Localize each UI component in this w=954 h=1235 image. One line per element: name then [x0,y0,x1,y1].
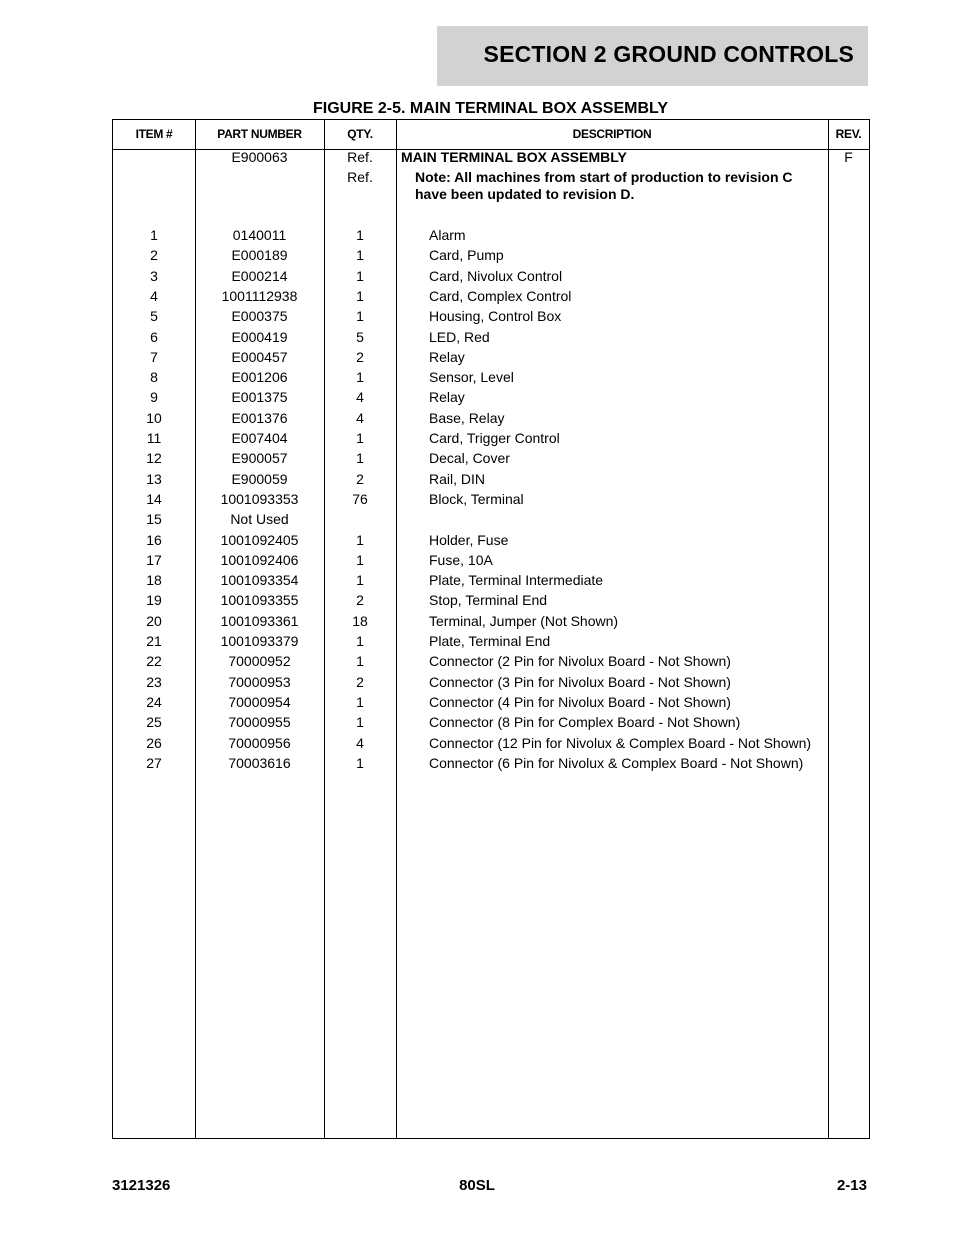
footer-model: 80SL [459,1177,495,1194]
row-item-number: 7 [150,349,158,365]
row-description: Card, Trigger Control [429,430,560,446]
row-part-number: 70000952 [228,653,291,669]
column-header-rev: REV. [835,127,862,141]
row-qty: 1 [356,714,364,730]
row-description: Decal, Cover [429,450,510,466]
row-description: Base, Relay [429,410,505,426]
row-item-number: 11 [146,430,162,446]
row-item-number: 23 [146,674,162,690]
row-part-number: E900059 [231,471,288,487]
row-description: Plate, Terminal End [429,633,551,649]
row-item-number: 26 [146,735,162,751]
row-qty: 1 [356,532,364,548]
row-qty: 1 [356,694,364,710]
row-item-number: 24 [146,694,162,710]
row-qty: 1 [356,247,364,263]
row-description: Terminal, Jumper (Not Shown) [429,613,619,629]
section-title: SECTION 2 GROUND CONTROLS [483,41,854,67]
row-description: Connector (12 Pin for Nivolux & Complex Board - Not Shown) [429,735,812,751]
row-qty: 1 [356,653,364,669]
row-part-number: 1001093361 [220,613,299,629]
column-header-item: ITEM # [135,127,173,141]
row-item-number: 9 [150,389,158,405]
row-qty: 2 [356,349,364,365]
row-part-number: 0140011 [232,227,287,243]
row-part-number: E000375 [231,308,288,324]
row-description: Block, Terminal [429,491,524,507]
row-qty: 1 [356,227,364,243]
row-item-number: 8 [150,369,158,385]
row-part-number: 70000953 [228,674,291,690]
column-header-description: DESCRIPTION [572,127,652,141]
row-item-number: 14 [146,491,162,507]
row-description: Relay [429,349,465,365]
row-item-number: 5 [150,308,158,324]
row-qty: 4 [356,735,364,751]
row-qty: 1 [356,288,364,304]
row-part-number: 1001092406 [220,552,299,568]
row-qty: 2 [356,471,364,487]
row-qty: 1 [356,755,364,771]
row-qty: 4 [356,410,364,426]
row-part-number: E001376 [231,410,288,426]
row-description: Connector (3 Pin for Nivolux Board - Not Shown) [429,674,731,690]
row-part-number: E000457 [231,349,288,365]
row-qty: 18 [352,613,368,629]
row-part-number: Not Used [230,511,289,527]
row-qty: 76 [352,491,368,507]
row-description: Connector (8 Pin for Complex Board - Not Shown) [429,714,741,730]
row-item-number: 19 [146,592,162,608]
column-divider [396,120,397,1138]
footer-doc-number: 3121326 [112,1177,171,1194]
row-qty: 4 [356,389,364,405]
row-part-number: 70000956 [228,735,291,751]
column-header-qty: QTY. [347,127,373,141]
assembly-qty: Ref. [347,149,373,165]
row-description: LED, Red [429,329,490,345]
row-part-number: 70000955 [228,714,291,730]
note-qty: Ref. [347,169,373,185]
row-description: Rail, DIN [429,471,486,487]
assembly-rev: F [844,149,853,165]
row-part-number: 1001093353 [220,491,299,507]
row-description: Connector (6 Pin for Nivolux & Complex Board - Not Shown) [429,755,804,771]
row-part-number: E900057 [231,450,288,466]
row-part-number: E000419 [231,329,288,345]
row-qty: 1 [356,308,364,324]
row-part-number: 70000954 [228,694,291,710]
row-item-number: 1 [150,227,158,243]
row-part-number: E000214 [231,268,288,284]
note-line: have been updated to revision D. [415,186,635,202]
row-item-number: 6 [150,329,158,345]
column-header-part-number: PART NUMBER [217,127,302,141]
row-qty: 1 [356,572,364,588]
row-part-number: 1001093379 [220,633,299,649]
row-item-number: 15 [146,511,162,527]
row-description: Stop, Terminal End [429,592,548,608]
row-item-number: 17 [146,552,162,568]
row-item-number: 13 [146,471,162,487]
row-qty: 1 [356,552,364,568]
row-description: Connector (2 Pin for Nivolux Board - Not Shown) [429,653,731,669]
section-header [437,26,868,86]
row-qty: 1 [356,450,364,466]
row-part-number: 1001092405 [220,532,299,548]
row-description: Fuse, 10A [429,552,493,568]
row-description: Plate, Terminal Intermediate [429,572,604,588]
column-divider [828,120,829,1138]
row-qty: 2 [356,674,364,690]
row-item-number: 3 [150,268,158,284]
row-qty: 1 [356,268,364,284]
row-item-number: 16 [146,532,162,548]
row-item-number: 2 [150,247,158,263]
row-item-number: 21 [146,633,162,649]
row-description: Alarm [429,227,466,243]
row-part-number: 1001112938 [221,288,298,304]
row-item-number: 22 [146,653,162,669]
row-description: Relay [429,389,465,405]
row-part-number: 70003616 [228,755,291,771]
assembly-part-number: E900063 [231,149,288,165]
row-description: Connector (4 Pin for Nivolux Board - Not Shown) [429,694,731,710]
row-part-number: E007404 [231,430,288,446]
row-description: Housing, Control Box [429,308,562,324]
figure-title: FIGURE 2-5. MAIN TERMINAL BOX ASSEMBLY [313,100,668,117]
row-item-number: 25 [146,714,162,730]
row-part-number: E001375 [231,389,288,405]
row-part-number: 1001093355 [220,592,299,608]
row-description: Holder, Fuse [429,532,509,548]
parts-table [112,119,870,1139]
row-item-number: 27 [146,755,162,771]
row-item-number: 18 [146,572,162,588]
row-part-number: E001206 [231,369,288,385]
row-qty: 5 [356,329,364,345]
row-description: Card, Complex Control [429,288,572,304]
row-qty: 1 [356,430,364,446]
row-qty: 2 [356,592,364,608]
note-line: Note: All machines from start of production to revision C [415,169,793,185]
row-part-number: E000189 [231,247,288,263]
row-item-number: 4 [150,288,158,304]
row-description: Sensor, Level [429,369,514,385]
assembly-description: MAIN TERMINAL BOX ASSEMBLY [401,149,627,165]
row-item-number: 10 [146,410,162,426]
row-item-number: 20 [146,613,162,629]
row-description: Card, Pump [429,247,504,263]
row-qty: 1 [356,633,364,649]
row-description: Card, Nivolux Control [429,268,563,284]
row-item-number: 12 [146,450,162,466]
footer-page-number: 2-13 [836,1177,867,1194]
row-qty: 1 [356,369,364,385]
row-part-number: 1001093354 [220,572,299,588]
